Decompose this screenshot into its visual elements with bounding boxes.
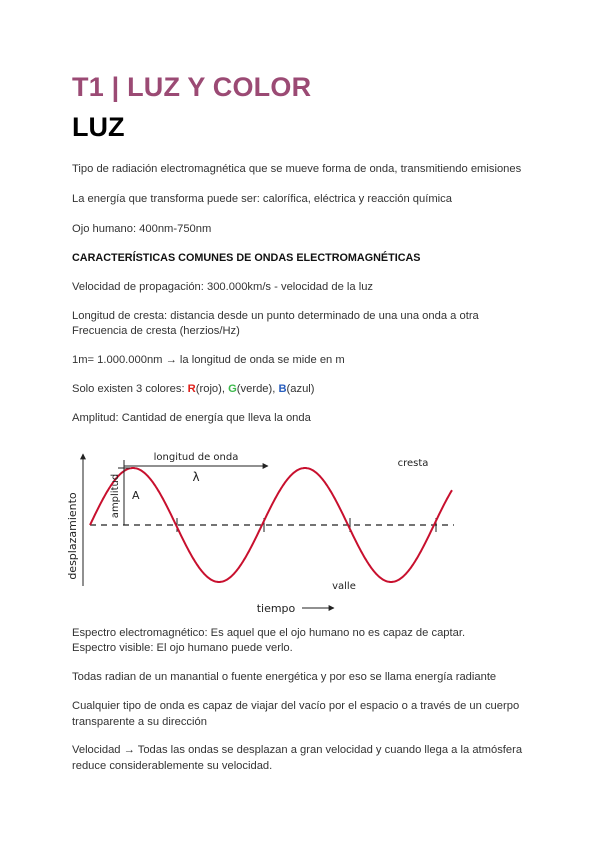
paragraph-speed: Velocidad de propagación: 300.000km/s - velocidad de la luz bbox=[72, 281, 374, 293]
paragraph-crest-frequency: Frecuencia de cresta (herzios/Hz) bbox=[72, 325, 240, 337]
paragraph-colors bbox=[72, 381, 532, 397]
wavelength-label: longitud de onda bbox=[153, 452, 239, 463]
paragraph-energy: La energía que transforma puede ser: calorífica, eléctrica y reacción química bbox=[72, 193, 452, 205]
paragraph-crest-length: Longitud de cresta: distancia desde un punto determinado de una una onda a otra bbox=[72, 310, 479, 322]
crest-label: cresta bbox=[397, 458, 429, 469]
paragraph-spectrum-em: Espectro electromagnético: Es aquel que el ojo humano no es capaz de captar. bbox=[72, 627, 466, 639]
amplitude-A-label: A bbox=[132, 489, 140, 502]
color-g-name: (verde), bbox=[236, 383, 279, 395]
paragraph-velocity: Velocidad → Todas las ondas se desplazan a gran velocidad y cuando llega a la atmósfera reduce considerablemente su velocidad. bbox=[72, 744, 523, 772]
paragraph-definition: Tipo de radiación electromagnética que se mueve forma de onda, transmitiendo emisiones bbox=[72, 163, 522, 175]
color-r-name: (rojo), bbox=[195, 383, 229, 395]
wave-svg bbox=[66, 436, 464, 618]
color-b: B bbox=[278, 383, 287, 395]
paragraph-radiant: Todas radian de un manantial o fuente energética y por eso se llama energía radiante bbox=[72, 671, 497, 683]
colors-prefix: Solo existen 3 colores: bbox=[72, 383, 188, 395]
paragraph-vacuum: Cualquier tipo de onda es capaz de viajar del vacío por el espacio o a través de un cuerpo transparente a su dirección bbox=[72, 700, 520, 728]
lambda-label: λ bbox=[192, 470, 200, 484]
paragraph-eye-range: Ojo humano: 400nm-750nm bbox=[72, 223, 212, 235]
color-g: G bbox=[228, 383, 237, 395]
amplitude-label: amplitud bbox=[110, 473, 121, 519]
x-axis-label: tiempo bbox=[256, 602, 296, 615]
wave-diagram bbox=[66, 436, 464, 618]
trough-label: valle bbox=[332, 581, 356, 592]
page-title: T1 | LUZ Y COLOR bbox=[72, 72, 312, 102]
section-heading: CARACTERÍSTICAS COMUNES DE ONDAS ELECTROMAGNÉTICAS bbox=[72, 252, 421, 264]
color-r: R bbox=[187, 383, 196, 395]
paragraph-amplitude: Amplitud: Cantidad de energía que lleva la onda bbox=[72, 412, 311, 424]
paragraph-spectrum-visible: Espectro visible: El ojo humano puede verlo. bbox=[72, 642, 293, 654]
section-title: LUZ bbox=[72, 112, 125, 142]
y-axis-label: desplazamiento bbox=[66, 492, 79, 580]
paragraph-meter: 1m= 1.000.000nm → la longitud de onda se mide en m bbox=[72, 354, 345, 366]
color-b-name: (azul) bbox=[286, 383, 315, 395]
